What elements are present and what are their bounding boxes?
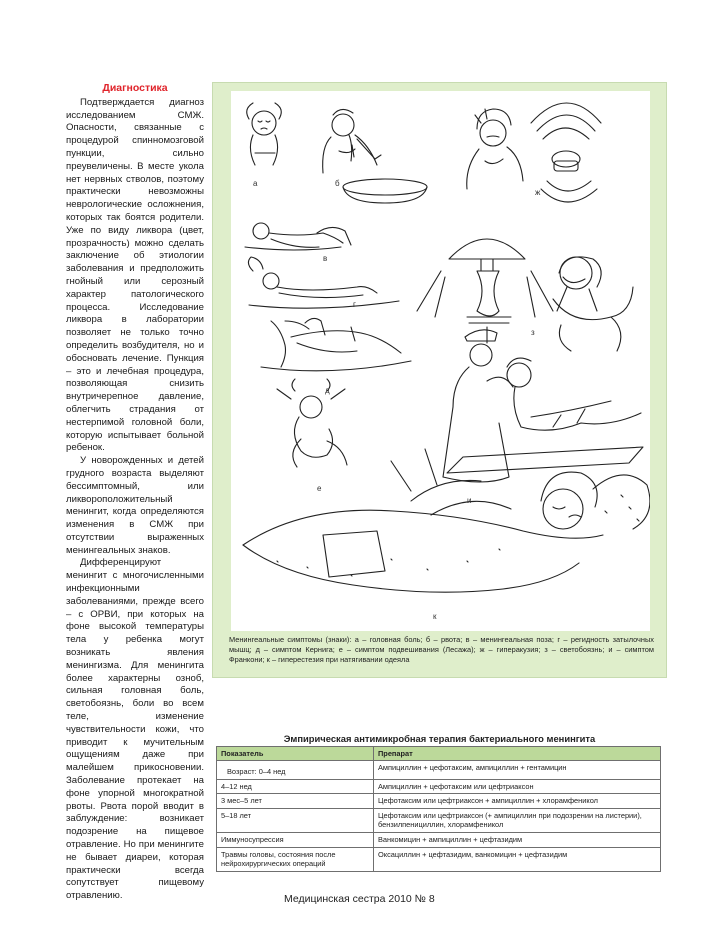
paragraph-newborns: У новорожденных и детей грудного возраста выделяют бессимптомный, или ликвороположительный менингит, когда определяются изменения в СМЖ при отсутствии выраженных менингеальных знаков. (66, 455, 204, 556)
table-row (217, 847, 661, 871)
figure-letter-v: в (323, 254, 328, 263)
table-cell: Оксациллин + цефтазидим, ванкомицин + цефтазидим (374, 847, 661, 871)
figure-letter-z: з (531, 328, 535, 337)
table-cell: Ванкомицин + ампициллин + цефтазидим (374, 832, 661, 847)
paragraph-diagnosis: Подтверждается диагноз исследованием СМЖ. Опасности, связанные с процедурой спинномозговой пункции, сильно преувеличены. В месте укола нет нервных стволов, поэтому практически невозможны неврологические осложнения, которых так боятся родители. Уже по виду ликвора (цвет, прозрачность) можно сделать заключение об этиологии заболевания и предположить гнойный или серозный характер патологического процесса. Исследование ликвора в лаборатории позволяет не только точно определить возбудителя, но и обосновать лечение. Пункция – это и лечебная процедура, позволяющая снизить внутричерепное давление, облегчить страдания от нестерпимой головной боли, которую испытывает больной ребенок. (66, 96, 204, 454)
table-row (217, 779, 661, 794)
figure-letter-i: и (467, 496, 472, 505)
paragraph-differential: Дифференцируют менингит с многочисленными инфекционными заболеваниями, прежде всего – с ОРВИ, при которых на фоне высокой температуры тела у ребенка могут возникать явления менингизма. Для менингита более характерны озноб, сильная головная боль, светобоязнь, боли во всем теле, изменение чувствительности кожи, что приводит к мучительным ощущениям даже при малейшем прикосновении. Заболевание протекает на фоне упорной многократной рвоты. Рвота порой вводит в заблуждение: возникает подозрение на пищевое отравление. Но при менингите не бывает диареи, которая практически всегда сопутствует пищевому отравлению. (66, 557, 204, 902)
article-text-column (66, 82, 204, 903)
figure-v-meningeal-pose (245, 223, 351, 250)
figure-b-vomiting (323, 109, 427, 203)
figure-caption: Менингеальные симптомы (знаки): а – головная боль; б – рвота; в – менингеальная поза; г – регидность затылочных мышц; д – симптом Кернига; е – симптом подвешивания (Лесажа); ж – гиперакузия; з – светобоязнь; и – симптом Франкони; к – гиперестезия при натягивании одеяла (229, 635, 654, 664)
table-row (217, 808, 661, 832)
figure-letter-a: а (253, 179, 258, 188)
figure-i-franconi (443, 330, 643, 482)
figure-letter-k: к (433, 612, 437, 621)
therapy-table (216, 746, 661, 872)
figure-letter-e: е (317, 484, 322, 493)
figure-a-headache (247, 103, 282, 165)
table-cell: Цефотаксим или цефтриаксон (+ ампициллин при подозрении на листерии), бензилпенициллин, хлорамфеникол (374, 808, 661, 832)
header-drug: Препарат (374, 747, 661, 761)
table-cell: Иммуносупрессия (217, 832, 374, 847)
meningeal-signs-illustration (231, 91, 650, 631)
figure-d-kernig (261, 318, 411, 370)
table-cell: Цефотаксим или цефтриаксон + ампициллин + хлорамфеникол (374, 794, 661, 809)
table-cell: Возраст: 0–4 нед (217, 761, 374, 780)
figure-letter-zh: ж (535, 188, 541, 197)
table-cell: 5–18 лет (217, 808, 374, 832)
table-row (217, 761, 661, 780)
header-indicator: Показатель (217, 747, 374, 761)
table-cell: Ампициллин + цефотаксим, ампициллин + гентамицин (374, 761, 661, 780)
figure-g-neck-rigidity (248, 257, 399, 308)
table-cell: Травмы головы, состояния после нейрохирургических операций (217, 847, 374, 871)
table-row (217, 832, 661, 847)
figure-z-photophobia (417, 239, 633, 351)
figure-letter-d: д (325, 386, 330, 395)
figure-letter-g: г (353, 300, 356, 309)
section-heading: Диагностика (102, 82, 168, 94)
table-title: Эмпирическая антимикробная терапия бактериального менингита (283, 733, 596, 744)
illustration-panel (212, 82, 667, 678)
table-cell: Ампициллин + цефотаксим или цефтриаксон (374, 779, 661, 794)
figure-k-hyperesthesia (243, 449, 650, 592)
table-cell: 3 мес–5 лет (217, 794, 374, 809)
therapy-table-grid (216, 746, 661, 872)
figure-letter-b: б (335, 179, 340, 188)
table-header-row (217, 747, 661, 761)
page-footer: Медицинская сестра 2010 № 8 (284, 893, 435, 905)
illustration-svg (231, 91, 650, 631)
figure-e-lesage (277, 379, 347, 467)
figure-zh-hyperacusis (467, 103, 601, 202)
table-row (217, 794, 661, 809)
table-cell: 4–12 нед (217, 779, 374, 794)
